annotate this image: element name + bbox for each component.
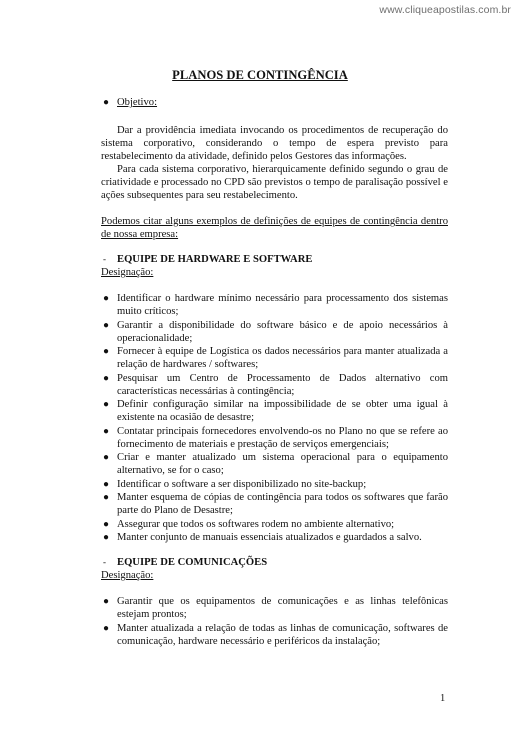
bullet-icon: ● [103, 452, 110, 463]
site-watermark: www.cliqueapostilas.com.br [379, 4, 511, 16]
bullet-list [101, 292, 448, 544]
intro-paragraph: Podemos citar alguns exemplos de definições de equipes de contingência dentro de nossa empresa: [101, 216, 448, 240]
paragraph-1: Dar a providência imediata invocando os procedimentos de recuperação do sistema corporativo, considerando o tempo de espera previsto para restabelecimento da atividade, definido pelos Gestores das informações. [101, 125, 448, 162]
dash-marker: - [103, 557, 106, 567]
designation-label: Designação: [101, 570, 154, 581]
bullet-icon: ● [103, 372, 110, 384]
list-item: ● Contatar principais fornecedores envolvendo-os no Plano no que se refere ao fornecimento de materiais e prestação de serviços emergenciais; [103, 425, 448, 450]
list-item: ● Fornecer à equipe de Logística os dados necessários para manter atualizada a relação de hardwares / softwares; [103, 346, 448, 370]
bullet-icon: ● [103, 532, 110, 543]
bullet-icon: ● [103, 319, 110, 331]
bullet-icon: ● [103, 478, 110, 490]
document-body [101, 96, 448, 648]
paragraph-2: Para cada sistema corporativo, hierarquicamente definido segundo o grau de criatividade e processado no CPD são previstos o tempo de paralisação possível e ações subsequentes para seu restabelecimento. [101, 164, 448, 201]
designation-label: Designação: [101, 267, 154, 278]
list-item: ● Identificar o software a ser disponibilizado no site-backup; [103, 478, 367, 490]
objective-item [101, 96, 448, 109]
section-title: EQUIPE DE COMUNICAÇÕES [117, 557, 268, 568]
list-item: ● Garantir que os equipamentos de comunicações e as linhas telefônicas estejam prontos; [103, 596, 448, 620]
list-item: ● Manter atualizada a relação de todas as linhas de comunicação, softwares de comunicação, hardware necessário e periféricos da instalação; [103, 622, 448, 647]
page-title: PLANOS DE CONTINGÊNCIA [172, 68, 348, 82]
bullet-icon: ● [103, 596, 110, 607]
bullet-icon: ● [103, 97, 110, 108]
section-hardware-software [101, 253, 448, 544]
bullet-icon: ● [103, 622, 110, 634]
bullet-icon: ● [103, 293, 110, 304]
list-item: ● Assegurar que todos os softwares rodem no ambiente alternativo; [103, 518, 395, 530]
bullet-list [101, 595, 448, 648]
bullet-icon: ● [103, 425, 110, 437]
list-item: ● Pesquisar um Centro de Processamento de Dados alternativo com características necessárias à contingência; [103, 372, 448, 397]
objective-label: Objetivo: [117, 97, 158, 108]
section-communications [101, 556, 448, 648]
dash-marker: - [103, 254, 106, 264]
section-title: EQUIPE DE HARDWARE E SOFTWARE [117, 254, 313, 265]
section-heading [101, 556, 448, 569]
list-item: ● Manter conjunto de manuais essenciais atualizados e guardados a salvo. [103, 532, 422, 543]
list-item: ● Garantir a disponibilidade do software básico e de apoio necessários à operacionalidade; [103, 319, 448, 344]
list-item: ● Definir configuração similar na impossibilidade de se obter uma igual à existente na ocasião de desastre; [103, 399, 448, 423]
bullet-icon: ● [103, 492, 110, 503]
page-number: 1 [440, 693, 446, 704]
bullet-icon: ● [103, 518, 110, 530]
list-item: ● Identificar o hardware mínimo necessário para processamento dos sistemas muito críticos; [103, 293, 448, 317]
list-item: ● Manter esquema de cópias de contingência para todos os softwares que farão parte do Plano de Desastre; [103, 492, 448, 516]
bullet-icon: ● [103, 399, 110, 410]
section-heading [101, 253, 448, 266]
list-item: ● Criar e manter atualizado um sistema operacional para o equipamento alternativo, se for o caso; [103, 452, 448, 476]
bullet-icon: ● [103, 346, 110, 357]
